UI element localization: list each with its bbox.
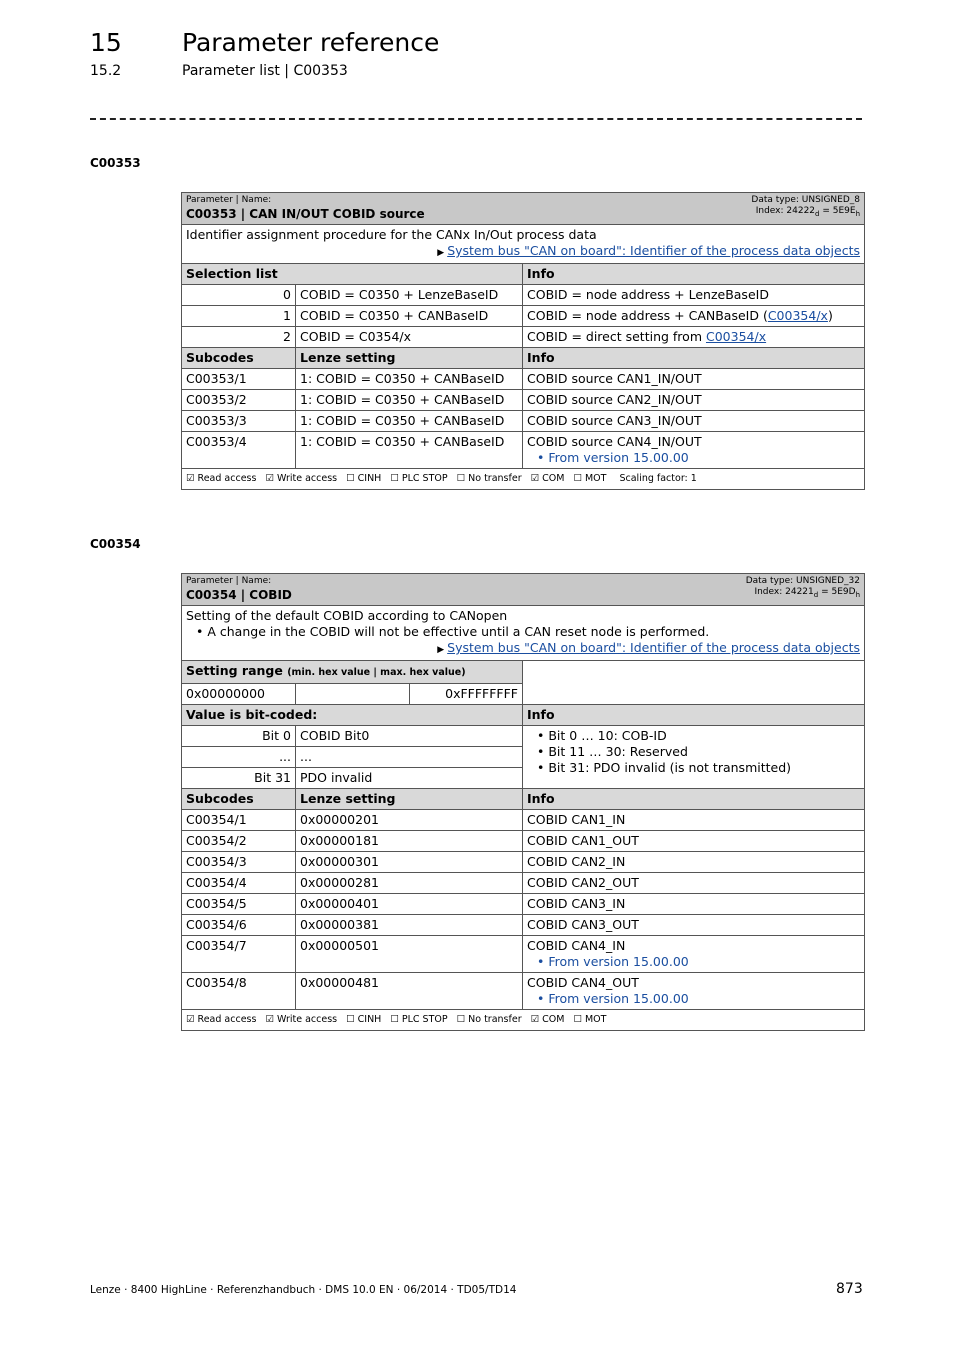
bits-info: • Bit 0 … 10: COB-ID • Bit 11 … 30: Reserved • Bit 31: PDO invalid (is not transmitted) xyxy=(523,726,865,789)
info-header: Info xyxy=(523,264,865,285)
table-row: C00354/5 0x00000401 COBID CAN3_IN xyxy=(182,894,865,915)
selection-value: COBID = C0350 + CANBaseID xyxy=(296,306,523,327)
version-note: • From version 15.00.00 xyxy=(537,450,689,465)
version-note: • From version 15.00.00 xyxy=(537,954,689,969)
header-divider xyxy=(90,118,862,120)
selection-row xyxy=(182,306,865,327)
c00353-header-row xyxy=(182,193,865,225)
selection-num: 2 xyxy=(182,327,296,348)
c00354-header-row xyxy=(182,574,865,606)
system-bus-link[interactable]: System bus "CAN on board": Identifier of the process data objects xyxy=(447,640,860,655)
param-label: Parameter | Name: xyxy=(186,576,272,586)
table-row: C00354/1 0x00000201 COBID CAN1_IN xyxy=(182,810,865,831)
c00353-description-row xyxy=(182,225,865,264)
page-number: 873 xyxy=(836,1281,863,1297)
c00353-heading: C00353 xyxy=(90,156,141,170)
chapter-number: 15 xyxy=(90,28,122,57)
page-footer: Lenze · 8400 HighLine · Referenzhandbuch · DMS 10.0 EN · 06/2014 · TD05/TD14 xyxy=(90,1284,517,1296)
subcodes-header-row: Subcodes Lenze setting Info xyxy=(182,348,865,369)
bit-row: ... ... xyxy=(182,747,865,768)
selection-header-row xyxy=(182,264,865,285)
selection-row xyxy=(182,327,865,348)
table-row: C00354/2 0x00000181 COBID CAN1_OUT xyxy=(182,831,865,852)
subcodes-header-row: Subcodes Lenze setting Info xyxy=(182,789,865,810)
selection-num: 0 xyxy=(182,285,296,306)
setting-range-header-row: Setting range (min. hex value | max. hex value) xyxy=(182,661,865,684)
range-max: 0xFFFFFFFF xyxy=(410,684,523,705)
arrow-right-icon: ▶ xyxy=(437,248,445,258)
index: Index: $24221_d = 5E9D_h$ xyxy=(754,587,860,599)
table-row: C00353/2 1: COBID = C0350 + CANBaseID COBID source CAN2_IN/OUT xyxy=(182,390,865,411)
range-min: 0x00000000 xyxy=(182,684,296,705)
c00354-table xyxy=(181,573,865,1031)
param-label: Parameter | Name: xyxy=(186,195,272,205)
selection-info: COBID = direct setting from C00354/x xyxy=(523,327,865,348)
table-row: C00353/1 1: COBID = C0350 + CANBaseID COBID source CAN1_IN/OUT xyxy=(182,369,865,390)
param-name: C00354 | COBID xyxy=(186,588,292,602)
description-bullet: • A change in the COBID will not be effective until a CAN reset node is performed. xyxy=(196,624,710,639)
data-type: Data type: UNSIGNED_32 xyxy=(745,576,860,586)
c00354-link[interactable]: C00354/x xyxy=(767,308,828,323)
access-row: ☑ Read access ☑ Write access ☐ CINH ☐ PLC STOP ☐ No transfer ☑ COM ☐ MOT Scaling factor: 1 xyxy=(182,469,865,490)
table-row: C00353/3 1: COBID = C0350 + CANBaseID COBID source CAN3_IN/OUT xyxy=(182,411,865,432)
data-type: Data type: UNSIGNED_8 xyxy=(751,195,861,205)
c00354-link[interactable]: C00354/x xyxy=(705,329,767,344)
param-name: C00353 | CAN IN/OUT COBID source xyxy=(186,207,425,221)
selection-info: COBID = node address + CANBaseID (C00354/x) xyxy=(523,306,865,327)
description: Setting of the default COBID according to CANopen xyxy=(186,608,508,623)
c00354-heading: C00354 xyxy=(90,537,141,551)
table-row: C00354/3 0x00000301 COBID CAN2_IN xyxy=(182,852,865,873)
bit-row: Bit 31 PDO invalid xyxy=(182,768,865,789)
table-row: C00354/8 0x00000481 COBID CAN4_OUT • From version 15.00.00 xyxy=(182,973,865,1010)
bit-row: Bit 0 COBID Bit0 • Bit 0 … 10: COB-ID • Bit 11 … 30: Reserved • Bit 31: PDO invalid (is not transmitted) xyxy=(182,726,865,747)
description: Identifier assignment procedure for the CANx In/Out process data xyxy=(186,227,597,242)
selection-value: COBID = C0354/x xyxy=(296,327,523,348)
section-number: 15.2 xyxy=(90,63,122,79)
chapter-title: Parameter reference xyxy=(182,28,440,57)
access-row: ☑ Read access ☑ Write access ☐ CINH ☐ PLC STOP ☐ No transfer ☑ COM ☐ MOT xyxy=(182,1010,865,1031)
selection-info: COBID = node address + LenzeBaseID xyxy=(523,285,865,306)
section-title: Parameter list | C00353 xyxy=(182,63,348,79)
c00354-description-row xyxy=(182,606,865,661)
table-row: C00354/4 0x00000281 COBID CAN2_OUT xyxy=(182,873,865,894)
table-row: C00354/7 0x00000501 COBID CAN4_IN • From version 15.00.00 xyxy=(182,936,865,973)
arrow-right-icon: ▶ xyxy=(437,645,445,655)
selection-list-header: Selection list xyxy=(182,264,523,285)
system-bus-link[interactable]: System bus "CAN on board": Identifier of the process data objects xyxy=(447,243,861,258)
selection-row xyxy=(182,285,865,306)
bitcoded-header-row: Value is bit-coded: Info xyxy=(182,705,865,726)
selection-num: 1 xyxy=(182,306,296,327)
table-row: C00354/6 0x00000381 COBID CAN3_OUT xyxy=(182,915,865,936)
selection-value: COBID = C0350 + LenzeBaseID xyxy=(296,285,523,306)
table-row: C00353/4 1: COBID = C0350 + CANBaseID COBID source CAN4_IN/OUT • From version 15.00.00 xyxy=(182,432,865,469)
version-note: • From version 15.00.00 xyxy=(537,991,689,1006)
c00353-table xyxy=(181,192,865,490)
index: Index: $24222_d = 5E9E_h$ xyxy=(755,206,861,218)
